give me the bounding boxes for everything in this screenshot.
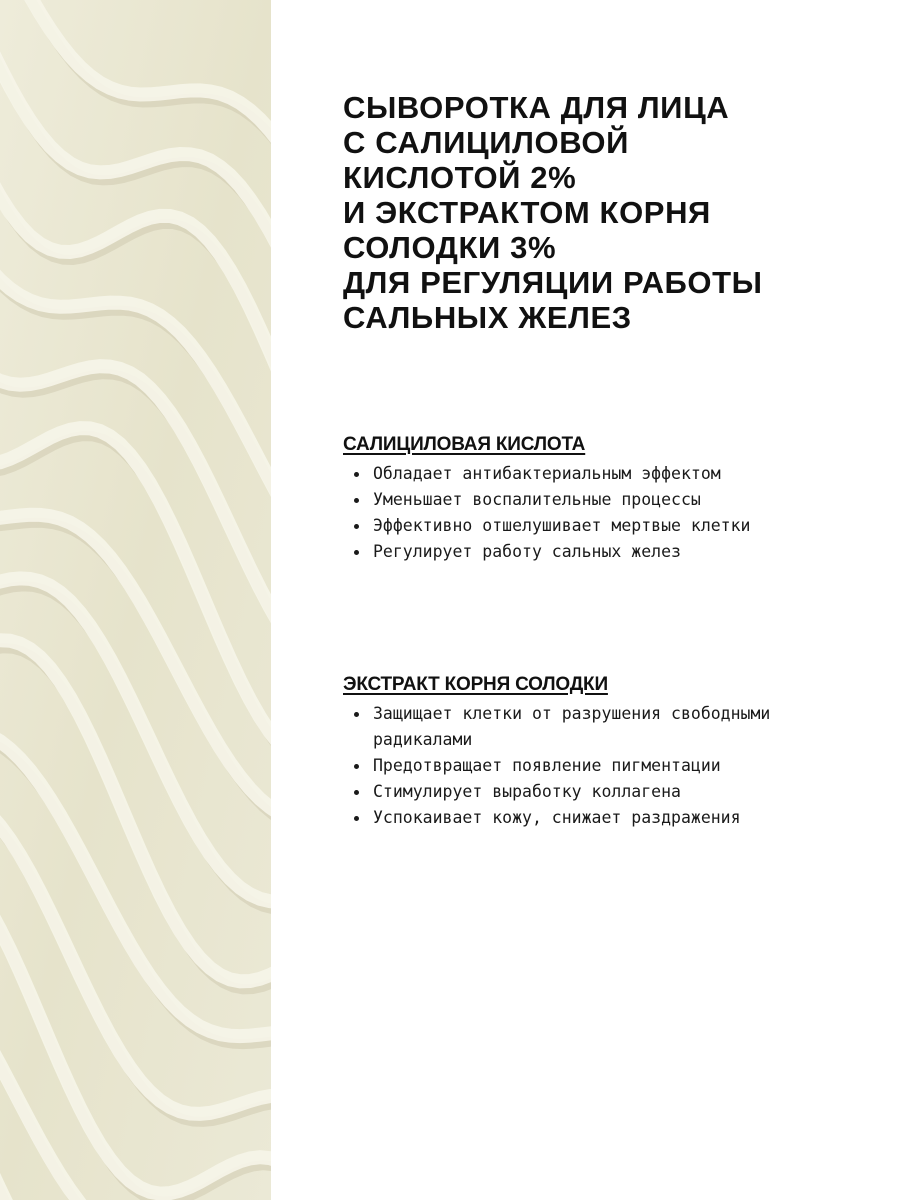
salicylic-acid-section (343, 433, 863, 565)
section-heading: САЛИЦИЛОВАЯ КИСЛОТА (343, 434, 586, 455)
cream-texture-waves (0, 0, 271, 1200)
title-line: И ЭКСТРАКТОМ КОРНЯ (343, 195, 711, 230)
bullet-icon (354, 550, 359, 555)
bullet-icon (354, 816, 359, 821)
benefits-list (343, 701, 863, 831)
bullet-icon (354, 712, 359, 717)
list-item-text: Защищает клетки от разрушения свободными радикалами (373, 704, 771, 749)
title-line: С САЛИЦИЛОВОЙ (343, 125, 630, 160)
title-line: СОЛОДКИ 3% (343, 230, 557, 265)
list-item-text: Успокаивает кожу, снижает раздражения (373, 808, 741, 827)
list-item (343, 539, 813, 565)
product-title (343, 90, 863, 335)
list-item-text: Обладает антибактериальным эффектом (373, 464, 721, 483)
list-item (343, 487, 813, 513)
bullet-icon (354, 790, 359, 795)
list-item (343, 805, 813, 831)
list-item-text: Стимулирует выработку коллагена (373, 782, 681, 801)
title-block (343, 90, 863, 335)
list-item (343, 753, 813, 779)
list-item-text: Регулирует работу сальных желез (373, 542, 681, 561)
title-line: ДЛЯ РЕГУЛЯЦИИ РАБОТЫ (343, 265, 763, 300)
title-line: САЛЬНЫХ ЖЕЛЕЗ (343, 300, 632, 335)
list-item-text: Уменьшает воспалительные процессы (373, 490, 701, 509)
list-item (343, 513, 813, 539)
bullet-icon (354, 472, 359, 477)
bullet-icon (354, 764, 359, 769)
list-item (343, 701, 813, 753)
bullet-icon (354, 524, 359, 529)
list-item (343, 461, 813, 487)
list-item-text: Эффективно отшелушивает мертвые клетки (373, 516, 751, 535)
list-item-text: Предотвращает появление пигментации (373, 756, 721, 775)
benefits-list (343, 461, 863, 565)
section-heading: ЭКСТРАКТ КОРНЯ СОЛОДКИ (343, 674, 608, 695)
title-line: КИСЛОТОЙ 2% (343, 160, 577, 195)
title-line: СЫВОРОТКА ДЛЯ ЛИЦА (343, 90, 730, 125)
bullet-icon (354, 498, 359, 503)
licorice-root-section (343, 673, 863, 831)
cream-texture-image (0, 0, 271, 1200)
list-item (343, 779, 813, 805)
